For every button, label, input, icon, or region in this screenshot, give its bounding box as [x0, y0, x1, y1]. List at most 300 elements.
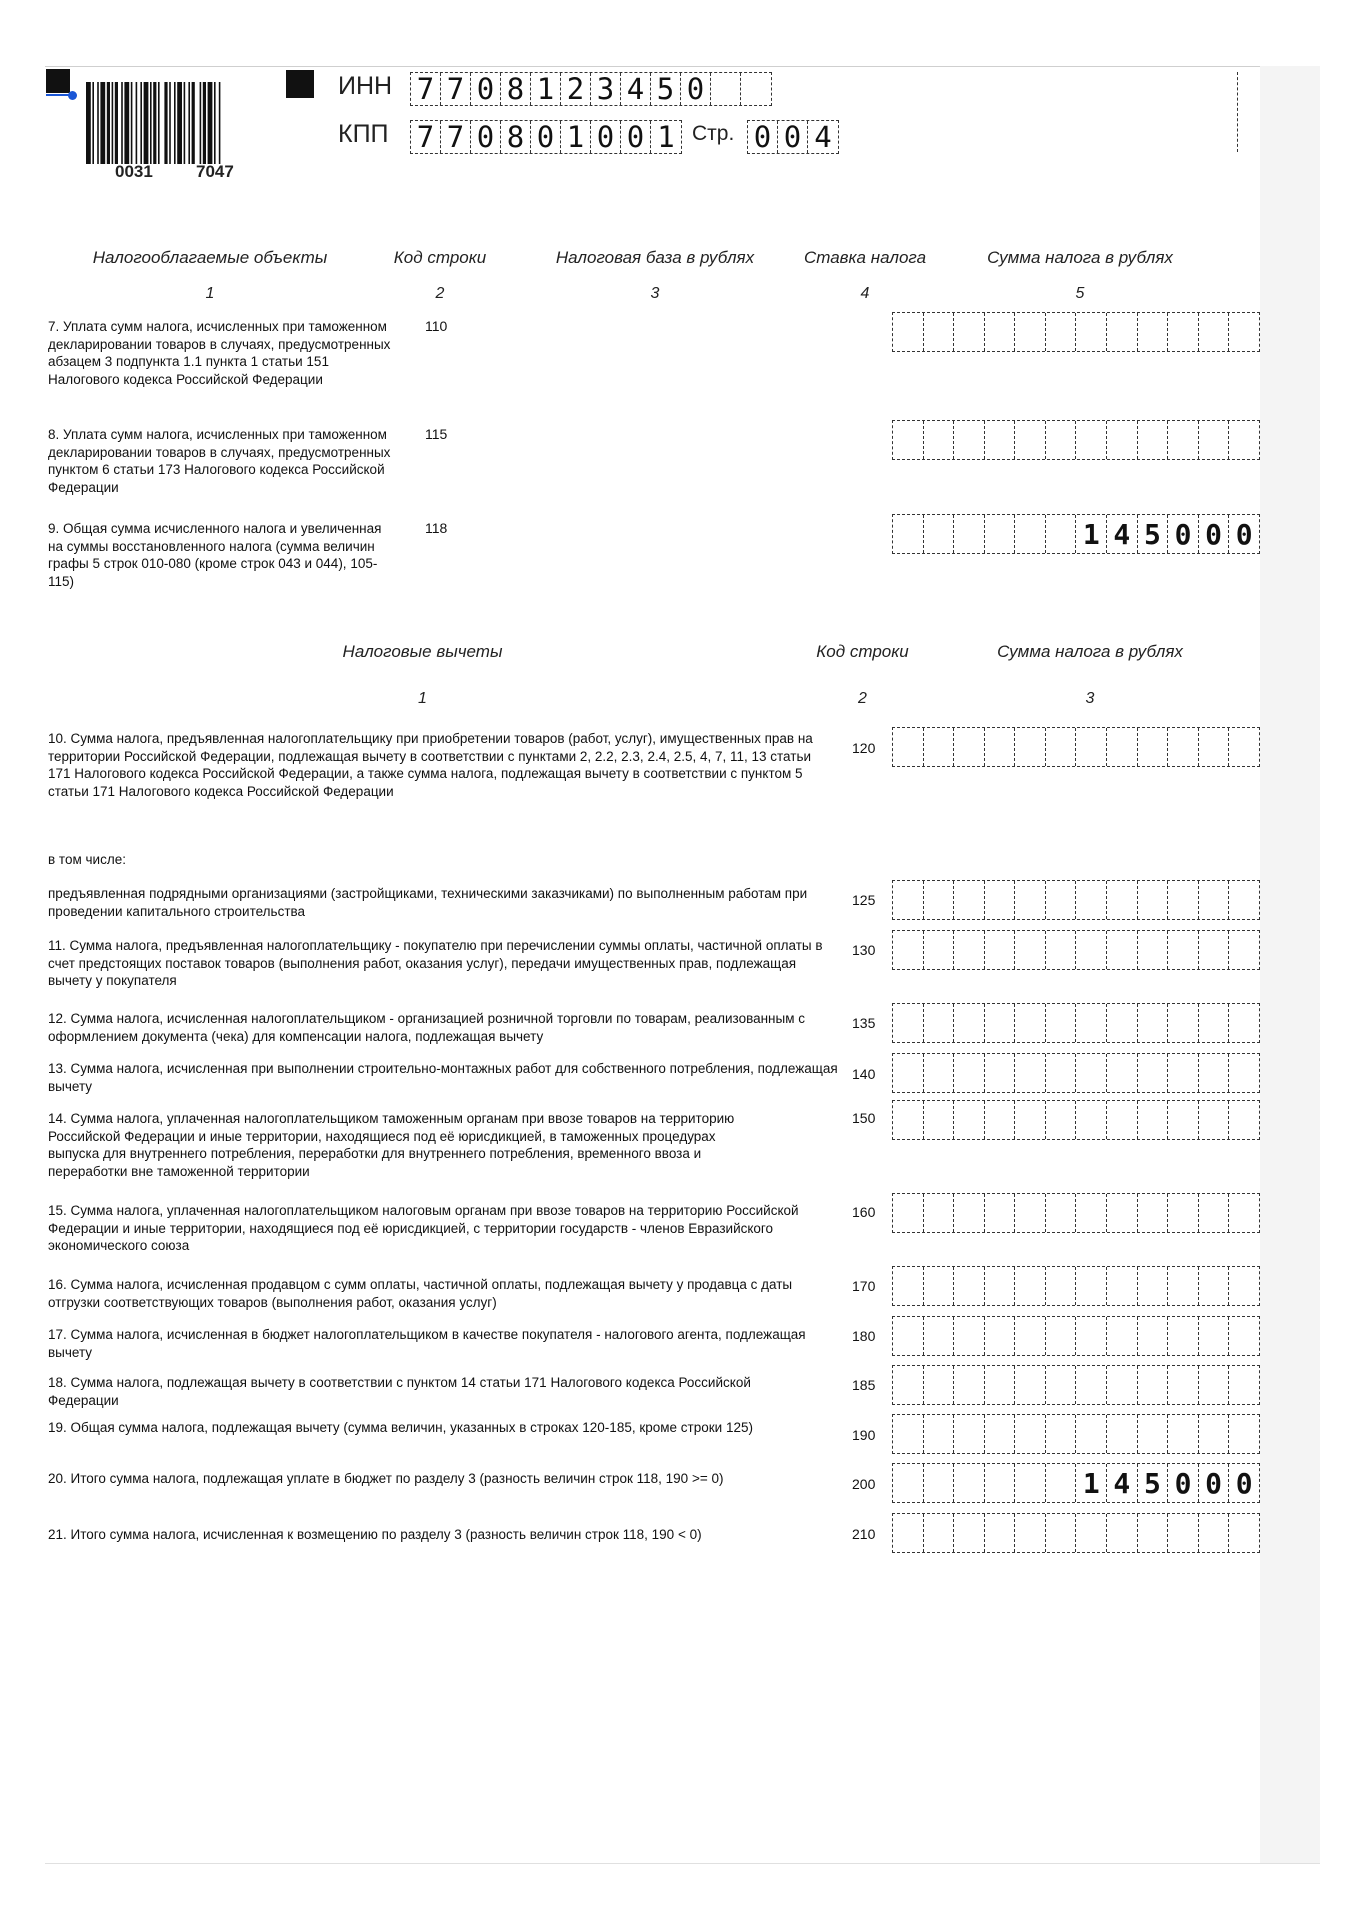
- s1-row-code: 118: [425, 520, 448, 536]
- inn-digit: 2: [561, 73, 591, 105]
- amount-digit-cell: [1229, 931, 1259, 969]
- barcode-bar: [144, 82, 149, 164]
- amount-digit-cell: 0: [1235, 517, 1253, 551]
- amount-digit-cell: [1229, 1317, 1259, 1355]
- kpp-digit: 1: [657, 120, 675, 154]
- amount-digit-cell: [924, 1004, 955, 1042]
- amount-digit-cell: [924, 728, 955, 766]
- amount-digit-cell: [1076, 1415, 1107, 1453]
- amount-digit-cell: [1229, 1366, 1259, 1404]
- amount-digit-cell: [924, 1101, 955, 1139]
- amount-digit-cell: [985, 1317, 1016, 1355]
- amount-digit-cell: [1015, 881, 1046, 919]
- amount-digit-cell: [893, 1267, 924, 1305]
- s1-num-1: 1: [205, 285, 215, 302]
- amount-digit-cell: [1229, 313, 1259, 351]
- amount-digit-cell: 5: [1138, 1464, 1169, 1502]
- amount-digit-cell: [1015, 1514, 1046, 1552]
- s2-row-amount[interactable]: [892, 1463, 1260, 1503]
- amount-digit-cell: [1138, 1267, 1169, 1305]
- amount-digit-cell: 4: [1107, 515, 1138, 553]
- amount-digit-cell: [1076, 881, 1107, 919]
- amount-digit-cell: [1107, 1194, 1138, 1232]
- amount-digit-cell: [1199, 1514, 1230, 1552]
- s1-num-3: 3: [650, 285, 660, 302]
- s2-row-text: 19. Общая сумма налога, подлежащая вычету (сумма величин, указанных в строках 120-185, кроме строки 125): [48, 1420, 753, 1435]
- amount-digit-cell: [1046, 728, 1077, 766]
- inn-digit: 7: [441, 73, 471, 105]
- s1-row-amount[interactable]: [892, 514, 1260, 554]
- s1-col-rate: Ставка налога: [803, 248, 927, 267]
- inn-digit: 0: [471, 73, 501, 105]
- amount-digit-cell: [1168, 1317, 1199, 1355]
- amount-digit-cell: [1138, 1317, 1169, 1355]
- amount-digit-cell: [1046, 1366, 1077, 1404]
- amount-digit-cell: [893, 515, 924, 553]
- s2-row-code: 185: [852, 1377, 876, 1393]
- amount-digit-cell: [924, 1194, 955, 1232]
- kpp-digit: 0: [621, 121, 651, 153]
- amount-digit-cell: [1076, 1514, 1107, 1552]
- amount-digit-cell: [1138, 1366, 1169, 1404]
- amount-digit-cell: [1168, 1004, 1199, 1042]
- s1-num-5: 5: [1075, 285, 1085, 302]
- amount-digit-cell: [1076, 1101, 1107, 1139]
- amount-digit-cell: [954, 1267, 985, 1305]
- inn-digit: 3: [591, 73, 621, 105]
- amount-digit-cell: [893, 1366, 924, 1404]
- s2-row-amount[interactable]: [892, 1513, 1260, 1553]
- amount-digit-cell: [1138, 881, 1169, 919]
- barcode-bar: [107, 82, 110, 164]
- amount-digit-cell: [1015, 421, 1046, 459]
- amount-digit-cell: [1199, 1366, 1230, 1404]
- s1-col-objects: Налогооблагаемые объекты: [92, 248, 328, 267]
- page-right-margin: [1260, 66, 1320, 1863]
- amount-digit-cell: [893, 728, 924, 766]
- kpp-digit: 1: [561, 121, 591, 153]
- amount-digit-cell: 4: [1107, 1464, 1138, 1502]
- barcode-bar: [177, 82, 182, 164]
- inn-digit: [741, 73, 771, 105]
- amount-digit-cell: [1168, 931, 1199, 969]
- amount-digit-cell: [1229, 881, 1259, 919]
- amount-digit-cell: [1076, 1194, 1107, 1232]
- amount-digit-cell: 1: [1076, 1464, 1107, 1502]
- kpp-field[interactable]: [410, 120, 682, 154]
- amount-digit-cell: [1046, 421, 1077, 459]
- s2-row-code: 170: [852, 1278, 876, 1294]
- s2-row-text: 20. Итого сумма налога, подлежащая уплате в бюджет по разделу 3 (разность величин строк 118, 190 >= 0): [48, 1471, 724, 1486]
- amount-digit-cell: 5: [1138, 515, 1169, 553]
- barcode-bar: [121, 82, 123, 164]
- amount-digit-cell: [924, 515, 955, 553]
- s2-row-code: 190: [852, 1427, 876, 1443]
- inn-digit: 7: [411, 73, 441, 105]
- amount-digit-cell: [1229, 1101, 1259, 1139]
- amount-digit-cell: [954, 728, 985, 766]
- amount-digit-cell: [1168, 728, 1199, 766]
- amount-digit-cell: [1046, 1415, 1077, 1453]
- barcode-bar: [158, 82, 160, 164]
- amount-digit-cell: [985, 881, 1016, 919]
- barcode-bar: [97, 82, 99, 164]
- amount-digit-cell: [1138, 1514, 1169, 1552]
- page-digit: 0: [778, 121, 808, 153]
- amount-digit-cell: [1046, 1101, 1077, 1139]
- amount-digit-cell: [985, 1054, 1016, 1092]
- barcode-bar: [208, 82, 213, 164]
- s1-num-4: 4: [860, 285, 870, 302]
- amount-digit-cell: [1107, 1317, 1138, 1355]
- s2-row-text: 14. Сумма налога, уплаченная налогоплательщиком таможенным органам при ввозе товаров на территорию Российской Федерации и иные территории, находящиеся под её юрисдикцией, в таможенных процедурах выпуска для внутреннего потребления, переработки для внутреннего потребления, временного ввоза и переработки вне таможенной территории: [48, 1111, 735, 1179]
- s2-row-amount[interactable]: [892, 1414, 1260, 1454]
- amount-digit-cell: [954, 1366, 985, 1404]
- barcode-bar: [203, 82, 206, 164]
- amount-digit-cell: [1138, 1194, 1169, 1232]
- kpp-digit: 8: [501, 121, 531, 153]
- s2-row-code: 135: [852, 1015, 876, 1031]
- barcode-bar: [192, 82, 195, 164]
- s2-row-code: 210: [852, 1526, 876, 1542]
- barcode-bar: [124, 82, 129, 164]
- amount-digit-cell: [954, 1004, 985, 1042]
- amount-digit-cell: [1229, 1054, 1259, 1092]
- s2-row-amount[interactable]: [892, 1365, 1260, 1405]
- amount-digit-cell: [924, 1317, 955, 1355]
- amount-digit-cell: [1076, 1317, 1107, 1355]
- inn-digit: [711, 73, 741, 105]
- amount-digit-cell: [1199, 1004, 1230, 1042]
- amount-digit-cell: 0: [1199, 515, 1230, 553]
- amount-digit-cell: [1076, 931, 1107, 969]
- amount-digit-cell: [985, 1004, 1016, 1042]
- page-top-rule: [45, 66, 1320, 67]
- kpp-digit: 0: [591, 121, 621, 153]
- s2-row-amount[interactable]: [892, 1053, 1260, 1093]
- amount-digit-cell: [954, 1464, 985, 1502]
- s1-row-text: 9. Общая сумма исчисленного налога и увеличенная на суммы восстановленного налога (сумма величин графы 5 строк 010-080 (кроме строк 043 и 044), 105-115): [48, 521, 382, 589]
- barcode-bar: [169, 82, 171, 164]
- amount-digit-cell: 0: [1199, 1464, 1230, 1502]
- inn-label: ИНН: [338, 72, 393, 100]
- barcode-bar: [174, 82, 176, 164]
- amount-digit-cell: [985, 1514, 1016, 1552]
- amount-digit-cell: [1199, 421, 1230, 459]
- amount-digit-cell: [1138, 1101, 1169, 1139]
- s2-num-1: 1: [418, 690, 427, 707]
- s2-row-text: 11. Сумма налога, предъявленная налогоплательщику - покупателю при перечислении суммы оплаты, частичной оплаты в счет предстоящих поставок товаров (выполнения работ, оказания услуг), передачи имущественных прав, подлежащая вычету у покупателя: [48, 938, 823, 988]
- s2-row-amount[interactable]: [892, 1193, 1260, 1233]
- barcode-bar: [219, 82, 221, 164]
- amount-digit-cell: [924, 1054, 955, 1092]
- amount-digit-cell: [1015, 728, 1046, 766]
- amount-digit-cell: [1046, 1514, 1077, 1552]
- barcode-bar: [200, 82, 202, 164]
- amount-digit-cell: [1046, 313, 1077, 351]
- amount-digit-cell: [893, 1464, 924, 1502]
- amount-digit-cell: [1046, 1267, 1077, 1305]
- barcode-bar: [131, 82, 133, 164]
- amount-digit-cell: 0: [1235, 1466, 1253, 1500]
- barcode-bar: [136, 82, 138, 164]
- s1-col-code: Код строки: [393, 248, 487, 267]
- amount-digit-cell: [1138, 1004, 1169, 1042]
- barcode-bar: [92, 82, 94, 164]
- amount-digit-cell: [985, 1101, 1016, 1139]
- s2-row-text: 16. Сумма налога, исчисленная продавцом с сумм оплаты, частичной оплаты, подлежащая вычету у продавца с даты отгрузки соответствующих товаров (выполнения работ, оказания услуг): [48, 1277, 793, 1310]
- amount-digit-cell: [924, 1514, 955, 1552]
- amount-digit-cell: [1015, 1054, 1046, 1092]
- s2-row-code: 160: [852, 1204, 876, 1220]
- inn-digit: 5: [651, 73, 681, 105]
- amount-digit-cell: [1046, 931, 1077, 969]
- page-digit: 0: [748, 121, 778, 153]
- amount-digit-cell: [1107, 1054, 1138, 1092]
- amount-digit-cell: [1015, 1267, 1046, 1305]
- amount-digit-cell: [1168, 1366, 1199, 1404]
- amount-digit-cell: [1199, 1101, 1230, 1139]
- page-label: Стр.: [692, 122, 735, 145]
- barcode-bar: [188, 82, 190, 164]
- amount-digit-cell: [1107, 421, 1138, 459]
- s2-col-deductions: Налоговые вычеты: [342, 642, 503, 661]
- s1-row-code: 115: [425, 426, 448, 442]
- amount-digit-cell: [985, 1267, 1016, 1305]
- amount-digit-cell: [924, 881, 955, 919]
- inn-digit: 0: [681, 73, 711, 105]
- s2-row-amount[interactable]: [892, 1100, 1260, 1140]
- amount-digit-cell: [1076, 728, 1107, 766]
- s2-num-2: 2: [858, 690, 867, 707]
- amount-digit-cell: [1229, 728, 1259, 766]
- barcode-bar: [115, 82, 118, 164]
- amount-digit-cell: [1199, 313, 1230, 351]
- amount-digit-cell: [1015, 313, 1046, 351]
- s1-col-sum: Сумма налога в рублях: [987, 248, 1173, 267]
- s2-row-code: 125: [852, 892, 876, 908]
- amount-digit-cell: [954, 881, 985, 919]
- amount-digit-cell: [1076, 421, 1107, 459]
- s2-col-sum: Сумма налога в рублях: [997, 642, 1183, 661]
- amount-digit-cell: [924, 1464, 955, 1502]
- s2-row-amount[interactable]: [892, 930, 1260, 970]
- amount-digit-cell: [1168, 1194, 1199, 1232]
- amount-digit-cell: [1138, 421, 1169, 459]
- amount-digit-cell: [1168, 1514, 1199, 1552]
- s2-row-code: 120: [852, 740, 876, 756]
- barcode-bar: [153, 82, 156, 164]
- page-number-field[interactable]: [747, 120, 839, 154]
- kpp-digit: 7: [411, 121, 441, 153]
- s2-row-amount[interactable]: [892, 880, 1260, 920]
- amount-digit-cell: [1229, 1194, 1259, 1232]
- barcode-number-left: 0031: [115, 162, 153, 181]
- amount-digit-cell: [1046, 1194, 1077, 1232]
- s2-row-code: 180: [852, 1328, 876, 1344]
- amount-digit-cell: [954, 1054, 985, 1092]
- s1-row-text: 7. Уплата сумм налога, исчисленных при таможенном декларировании товаров в случаях, предусмотренных абзацем 3 подпункта 1.1 пункта 1 статьи 151 Налогового кодекса Российской Федерации: [48, 319, 391, 387]
- amount-digit-cell: [1199, 881, 1230, 919]
- amount-digit-cell: [1168, 1415, 1199, 1453]
- amount-digit-cell: [1107, 728, 1138, 766]
- s2-row-text: 21. Итого сумма налога, исчисленная к возмещению по разделу 3 (разность величин строк 118, 190 < 0): [48, 1527, 702, 1542]
- inn-digit: 4: [621, 73, 651, 105]
- page-bottom-rule: [45, 1863, 1320, 1864]
- amount-digit-cell: [985, 313, 1016, 351]
- amount-digit-cell: [1138, 1415, 1169, 1453]
- amount-digit-cell: [1138, 728, 1169, 766]
- amount-digit-cell: [924, 1415, 955, 1453]
- amount-digit-cell: [985, 1366, 1016, 1404]
- s1-num-2: 2: [435, 285, 445, 302]
- amount-digit-cell: [985, 1415, 1016, 1453]
- amount-digit-cell: [924, 931, 955, 969]
- amount-digit-cell: [1168, 1267, 1199, 1305]
- amount-digit-cell: [1076, 313, 1107, 351]
- amount-digit-cell: [1138, 1054, 1169, 1092]
- kpp-digit: 0: [471, 121, 501, 153]
- amount-digit-cell: [1168, 313, 1199, 351]
- amount-digit-cell: [1199, 728, 1230, 766]
- amount-digit-cell: [893, 313, 924, 351]
- amount-digit-cell: [1229, 1415, 1259, 1453]
- barcode-bar: [100, 82, 105, 164]
- amount-digit-cell: [954, 1317, 985, 1355]
- s2-row-text: предъявленная подрядными организациями (застройщиками, техническими заказчиками) по выполненным работам при проведении капитального строительства: [48, 886, 808, 919]
- amount-digit-cell: [1015, 1317, 1046, 1355]
- amount-digit-cell: [1107, 1004, 1138, 1042]
- amount-digit-cell: 0: [1168, 1464, 1199, 1502]
- barcode-bar: [164, 82, 167, 164]
- amount-digit-cell: [893, 881, 924, 919]
- barcode-bar: [86, 82, 91, 164]
- amount-digit-cell: [1168, 1054, 1199, 1092]
- kpp-digit: 0: [531, 121, 561, 153]
- s2-num-3: 3: [1085, 690, 1095, 707]
- page-digit: 4: [814, 120, 832, 154]
- amount-digit-cell: [1107, 1514, 1138, 1552]
- s1-row-amount[interactable]: [892, 420, 1260, 460]
- amount-digit-cell: [924, 313, 955, 351]
- corner-mark: [46, 69, 70, 93]
- amount-digit-cell: [1107, 1267, 1138, 1305]
- amount-digit-cell: [1168, 881, 1199, 919]
- barcode-bar: [140, 82, 142, 164]
- amount-digit-cell: [893, 1415, 924, 1453]
- including-label: в том числе:: [48, 852, 126, 867]
- amount-digit-cell: [985, 728, 1016, 766]
- amount-digit-cell: [1015, 1101, 1046, 1139]
- amount-digit-cell: [1107, 931, 1138, 969]
- barcode-bar: [150, 82, 152, 164]
- amount-digit-cell: 1: [1076, 515, 1107, 553]
- amount-digit-cell: [985, 1464, 1016, 1502]
- amount-digit-cell: [1107, 881, 1138, 919]
- amount-digit-cell: [1229, 1004, 1259, 1042]
- amount-digit-cell: [954, 1194, 985, 1232]
- amount-digit-cell: [1015, 1464, 1046, 1502]
- s1-row-amount[interactable]: [892, 312, 1260, 352]
- amount-digit-cell: [1107, 1415, 1138, 1453]
- amount-digit-cell: [1046, 1004, 1077, 1042]
- barcode-number-right: 7047: [196, 162, 234, 181]
- s2-row-amount[interactable]: [892, 1266, 1260, 1306]
- amount-digit-cell: [1107, 1366, 1138, 1404]
- amount-digit-cell: [1015, 1004, 1046, 1042]
- amount-digit-cell: [893, 1194, 924, 1232]
- amount-digit-cell: [1199, 1267, 1230, 1305]
- amount-digit-cell: [893, 421, 924, 459]
- kpp-label: КПП: [338, 120, 389, 148]
- amount-digit-cell: [893, 1054, 924, 1092]
- amount-digit-cell: [893, 1004, 924, 1042]
- inn-field[interactable]: [410, 72, 772, 106]
- barcode-bar: [214, 82, 216, 164]
- amount-digit-cell: [954, 1101, 985, 1139]
- amount-digit-cell: [1046, 1464, 1077, 1502]
- amount-digit-cell: [1199, 1054, 1230, 1092]
- amount-digit-cell: [954, 931, 985, 969]
- header-right-dashes: [1237, 72, 1238, 152]
- amount-digit-cell: [924, 421, 955, 459]
- amount-digit-cell: [1107, 1101, 1138, 1139]
- s1-col-base: Налоговая база в рублях: [555, 248, 755, 267]
- amount-digit-cell: [985, 515, 1016, 553]
- s2-row-text: 10. Сумма налога, предъявленная налогоплательщику при приобретении товаров (работ, услуг), имущественных прав на территории Российской Федерации, подлежащая вычету в соответствии с пунктами 2, 2.2, 2.3, 2.4, 2.5, 4, 7, 11, 13 статьи 171 Налогового кодекса Российской Федерации, а также сумма налога, подлежащая вычету в соответствии с пунктом 5 статьи 171 Налогового кодекса Российской Федерации: [48, 731, 813, 799]
- amount-digit-cell: [1015, 931, 1046, 969]
- inn-digit: 8: [501, 73, 531, 105]
- amount-digit-cell: [1046, 515, 1077, 553]
- amount-digit-cell: [1199, 1317, 1230, 1355]
- amount-digit-cell: [924, 1366, 955, 1404]
- s1-row-code: 110: [425, 318, 448, 334]
- amount-digit-cell: [954, 421, 985, 459]
- amount-digit-cell: [1015, 515, 1046, 553]
- s2-row-amount[interactable]: [892, 727, 1260, 767]
- barcode-bar: [112, 82, 114, 164]
- amount-digit-cell: [1015, 1194, 1046, 1232]
- inn-digit: 1: [531, 73, 561, 105]
- s2-col-code: Код строки: [816, 642, 909, 661]
- amount-digit-cell: [954, 1514, 985, 1552]
- amount-digit-cell: [893, 931, 924, 969]
- s2-row-text: 13. Сумма налога, исчисленная при выполнении строительно-монтажных работ для собственного потребления, подлежащая вычету: [48, 1061, 838, 1094]
- amount-digit-cell: [1076, 1004, 1107, 1042]
- s2-row-code: 130: [852, 942, 876, 958]
- barcode-image: [86, 82, 268, 164]
- amount-digit-cell: [1199, 931, 1230, 969]
- amount-digit-cell: [1229, 421, 1259, 459]
- blue-line: [46, 94, 70, 96]
- s2-row-amount[interactable]: [892, 1316, 1260, 1356]
- s2-row-amount[interactable]: [892, 1003, 1260, 1043]
- kpp-digit: 7: [441, 121, 471, 153]
- s2-row-text: 12. Сумма налога, исчисленная налогоплательщиком - организацией розничной торговли по товарам, реализованным с оформлением документа (чека) для компенсации налога, подлежащая вычету: [48, 1011, 806, 1044]
- amount-digit-cell: [1199, 1194, 1230, 1232]
- amount-digit-cell: [893, 1317, 924, 1355]
- s2-row-text: 17. Сумма налога, исчисленная в бюджет налогоплательщиком в качестве покупателя - налогового агента, подлежащая вычету: [48, 1327, 806, 1360]
- s2-row-code: 200: [852, 1476, 876, 1492]
- s2-row-code: 150: [852, 1110, 876, 1126]
- amount-digit-cell: [1046, 881, 1077, 919]
- amount-digit-cell: [1229, 1267, 1259, 1305]
- amount-digit-cell: [924, 1267, 955, 1305]
- amount-digit-cell: [1138, 931, 1169, 969]
- amount-digit-cell: [1199, 1415, 1230, 1453]
- header-square-mark: [286, 70, 314, 98]
- amount-digit-cell: [985, 421, 1016, 459]
